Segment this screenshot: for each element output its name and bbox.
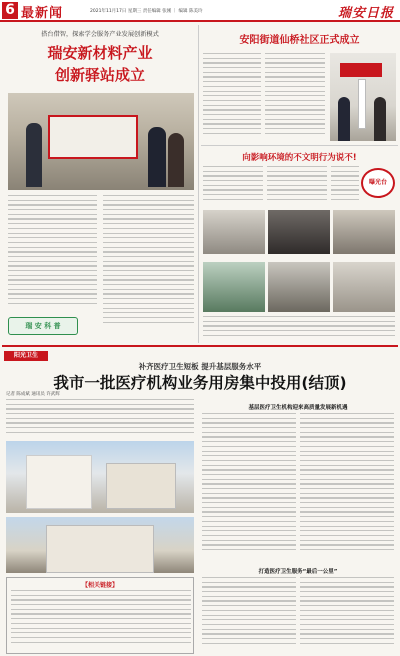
story-xianqiao [201,25,398,143]
story-exposure [201,145,398,343]
story3-captions [203,316,395,340]
red-banner [340,63,382,77]
person-figure [338,97,350,141]
story4-photo-1 [6,441,194,513]
story4-text-col4 [300,577,394,653]
story1-kicker: 搭台借智，探索学会服务产业发展创新模式 [41,31,159,38]
science-badge [8,317,78,335]
story2-photo [330,53,396,141]
story4-lede [6,399,194,439]
story4-byline: 记者 陈成斌 通讯员 许武辉 [6,392,60,397]
story1-headline-line1: 瑞安新材料产业 [47,44,153,62]
story3-text-col3 [331,166,359,206]
story-new-materials [2,25,199,343]
date-line: 2021年11月17日 星期三 责任编辑 张刚 ｜ 编辑 陈美玲 [90,9,203,14]
story4-subhead2: 打造医疗卫生服务“最后一公里” [258,569,338,575]
person-figure [148,127,166,187]
person-figure [374,97,386,141]
story4-photo-2 [6,517,194,573]
section-title: 最新闻 [21,6,64,21]
story1-headline-line2: 创新驿站成立 [54,66,145,84]
section-tag-label: 阳光卫生 [13,352,38,359]
story4-subhead1: 基层医疗卫生机构迎来高质量发展新机遇 [248,405,348,411]
story1-text-col2 [103,195,194,335]
story4-text-col1 [202,413,296,563]
story4-related-box [6,577,194,654]
building-icon [106,463,176,509]
story4-related-title: 【相关链接】 [81,582,118,589]
story-medical [2,345,398,654]
newspaper-logo: 瑞安日报 [337,6,394,21]
story3-photo-1 [203,210,265,254]
story2-text-col2 [265,53,325,141]
story3-photo-6 [333,262,395,312]
building-icon [46,525,154,573]
story3-photo-3 [333,210,395,254]
story3-photo-4 [203,262,265,312]
science-badge-label: 瑞 安 科 普 [25,322,61,330]
section-tag [4,351,48,361]
exposure-badge-label: 曝光台 [368,179,387,186]
masthead [0,0,400,22]
story4-related-text [11,590,191,652]
story2-text-col1 [203,53,261,141]
story1-text-col1 [8,195,97,315]
story4-text-col2 [300,413,394,563]
story4-headline: 我市一批医疗机构业务用房集中投用(结顶) [53,374,347,392]
story1-photo [8,93,194,190]
person-figure [26,123,42,187]
story3-headline: 向影响环境的不文明行为说不! [242,153,357,163]
story4-kicker: 补齐医疗卫生短板 提升基层服务水平 [138,362,262,371]
page-number: 6 [2,2,18,19]
story3-photo-2 [268,210,330,254]
signboard [358,79,366,129]
story3-text-col2 [267,166,327,206]
plaque-icon [48,115,138,159]
building-icon [26,455,92,509]
story3-text-col1 [203,166,263,206]
story2-headline: 安阳街道仙桥社区正式成立 [239,35,360,46]
exposure-badge [361,168,395,198]
person-figure [168,133,184,187]
story4-text-col3 [202,577,296,653]
story3-photo-5 [268,262,330,312]
